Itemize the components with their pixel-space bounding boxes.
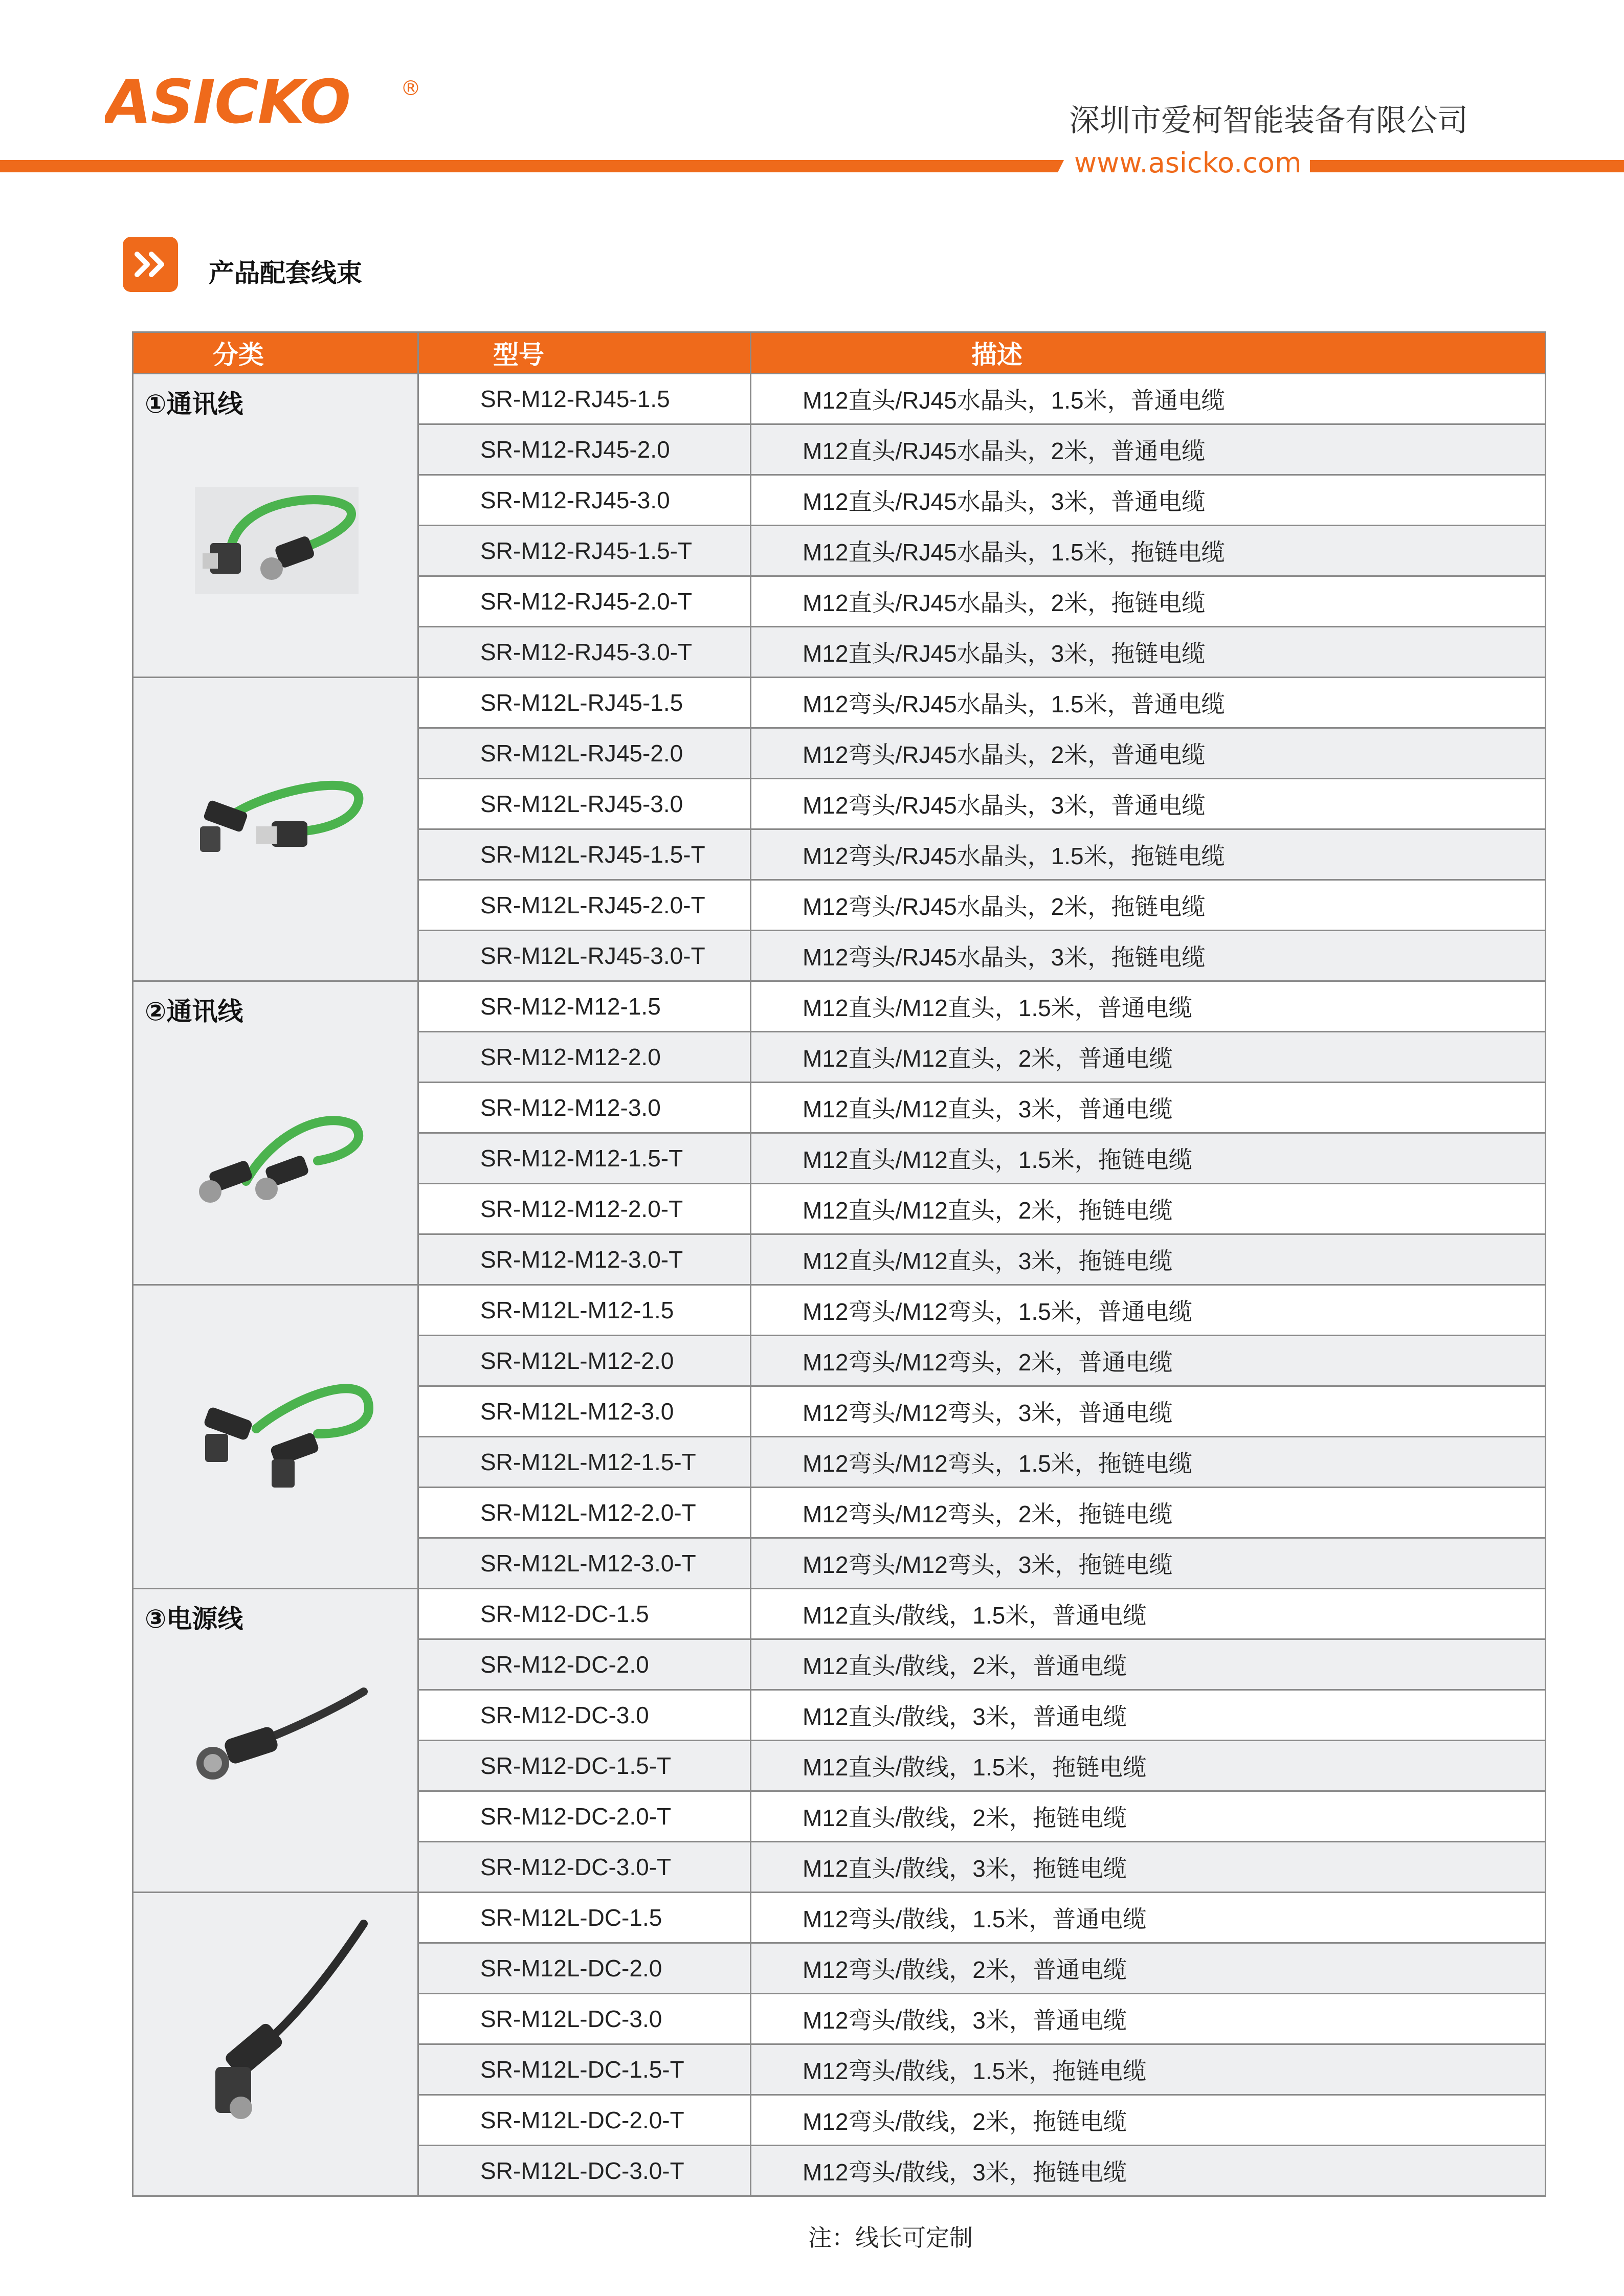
table-row (133, 1285, 1546, 1336)
model-cell: SR-M12L-DC-1.5 (418, 1893, 751, 1943)
asicko-logo (105, 65, 427, 139)
description-cell: M12弯头/RJ45水晶头，2米，拖链电缆 (751, 880, 1546, 931)
description-cell: M12直头/散线，2米，普通电缆 (751, 1639, 1546, 1690)
model-cell: SR-M12L-M12-3.0-T (418, 1538, 751, 1589)
description-cell: M12弯头/散线，2米，拖链电缆 (751, 2095, 1546, 2146)
model-cell: SR-M12-M12-3.0 (418, 1083, 751, 1133)
description-cell: M12弯头/RJ45水晶头，3米，普通电缆 (751, 779, 1546, 829)
model-cell: SR-M12-M12-1.5-T (418, 1133, 751, 1184)
table-row (133, 981, 1546, 1032)
description-cell: M12弯头/散线，3米，拖链电缆 (751, 2146, 1546, 2196)
model-cell: SR-M12-DC-1.5 (418, 1589, 751, 1639)
description-cell: M12弯头/散线，2米，普通电缆 (751, 1943, 1546, 1994)
model-cell: SR-M12-M12-3.0-T (418, 1234, 751, 1285)
category-cell (133, 374, 418, 678)
model-cell: SR-M12L-M12-1.5-T (418, 1437, 751, 1488)
description-cell: M12弯头/RJ45水晶头，1.5米，拖链电缆 (751, 829, 1546, 880)
table-row (133, 678, 1546, 728)
asicko-logo-graphic (105, 65, 427, 137)
description-cell: M12弯头/RJ45水晶头，2米，普通电缆 (751, 728, 1546, 779)
description-cell: M12直头/RJ45水晶头，2米，普通电缆 (751, 424, 1546, 475)
registered-mark: ® (401, 77, 421, 100)
model-cell: SR-M12L-DC-2.0-T (418, 2095, 751, 2146)
category-cell (133, 1893, 418, 2196)
description-cell: M12弯头/散线，3米，普通电缆 (751, 1994, 1546, 2044)
model-cell: SR-M12-RJ45-1.5 (418, 374, 751, 424)
footnote: 注：线长可定制 (808, 2224, 973, 2252)
model-cell: SR-M12-M12-1.5 (418, 981, 751, 1032)
description-cell: M12直头/散线，3米，普通电缆 (751, 1690, 1546, 1741)
section-title: 产品配套线束 (209, 258, 362, 288)
description-cell: M12直头/M12直头，3米，普通电缆 (751, 1083, 1546, 1133)
description-cell: M12直头/散线，2米，拖链电缆 (751, 1791, 1546, 1842)
description-cell: M12直头/散线，1.5米，拖链电缆 (751, 1741, 1546, 1791)
description-cell: M12弯头/RJ45水晶头，1.5米，普通电缆 (751, 678, 1546, 728)
model-cell: SR-M12-DC-3.0 (418, 1690, 751, 1741)
table-header-row (133, 332, 1546, 374)
model-cell: SR-M12L-DC-1.5-T (418, 2044, 751, 2095)
model-cell: SR-M12L-RJ45-2.0 (418, 728, 751, 779)
description-cell: M12直头/M12直头，1.5米，拖链电缆 (751, 1133, 1546, 1184)
model-cell: SR-M12L-DC-3.0 (418, 1994, 751, 2044)
description-cell: M12直头/RJ45水晶头，3米，普通电缆 (751, 475, 1546, 526)
brand-wordmark: ASICKO (105, 66, 350, 137)
description-cell: M12弯头/M12弯头，2米，普通电缆 (751, 1336, 1546, 1386)
model-cell: SR-M12-DC-2.0-T (418, 1791, 751, 1842)
model-cell: SR-M12L-M12-2.0-T (418, 1488, 751, 1538)
model-cell: SR-M12L-RJ45-1.5 (418, 678, 751, 728)
description-cell: M12弯头/M12弯头，1.5米，普通电缆 (751, 1285, 1546, 1336)
model-cell: SR-M12-RJ45-2.0-T (418, 576, 751, 627)
model-cell: SR-M12-RJ45-3.0-T (418, 627, 751, 678)
category-cell (133, 981, 418, 1285)
model-cell: SR-M12L-DC-3.0-T (418, 2146, 751, 2196)
description-cell: M12弯头/M12弯头，2米，拖链电缆 (751, 1488, 1546, 1538)
description-cell: M12弯头/M12弯头，3米，普通电缆 (751, 1386, 1546, 1437)
description-cell: M12直头/M12直头，1.5米，普通电缆 (751, 981, 1546, 1032)
description-cell: M12弯头/RJ45水晶头，3米，拖链电缆 (751, 931, 1546, 981)
category-cell (133, 678, 418, 981)
description-cell: M12直头/M12直头，3米，拖链电缆 (751, 1234, 1546, 1285)
description-cell: M12直头/RJ45水晶头，1.5米，拖链电缆 (751, 526, 1546, 576)
model-cell: SR-M12L-RJ45-1.5-T (418, 829, 751, 880)
model-cell: SR-M12-RJ45-2.0 (418, 424, 751, 475)
description-cell: M12直头/M12直头，2米，拖链电缆 (751, 1184, 1546, 1234)
category-cell (133, 1589, 418, 1893)
website-link[interactable]: www.asicko.com (1066, 147, 1310, 179)
description-cell: M12直头/RJ45水晶头，2米，拖链电缆 (751, 576, 1546, 627)
description-cell: M12直头/散线，3米，拖链电缆 (751, 1842, 1546, 1893)
header-accent-band (0, 160, 1624, 172)
table-row (133, 1589, 1546, 1639)
product-cable-table (132, 331, 1546, 2197)
model-cell: SR-M12-RJ45-1.5-T (418, 526, 751, 576)
description-cell: M12直头/RJ45水晶头，3米，拖链电缆 (751, 627, 1546, 678)
header-model: 型号 (418, 332, 751, 374)
model-cell: SR-M12L-RJ45-3.0 (418, 779, 751, 829)
table-row (133, 374, 1546, 424)
company-name: 深圳市爱柯智能装备有限公司 (1069, 103, 1468, 139)
double-chevron-right-icon (123, 237, 178, 292)
model-cell: SR-M12-M12-2.0 (418, 1032, 751, 1083)
description-cell: M12直头/RJ45水晶头，1.5米，普通电缆 (751, 374, 1546, 424)
category-cell (133, 1285, 418, 1589)
description-cell: M12弯头/散线，1.5米，普通电缆 (751, 1893, 1546, 1943)
header-description: 描述 (751, 332, 1546, 374)
model-cell: SR-M12L-M12-2.0 (418, 1336, 751, 1386)
model-cell: SR-M12L-M12-3.0 (418, 1386, 751, 1437)
model-cell: SR-M12L-RJ45-3.0-T (418, 931, 751, 981)
model-cell: SR-M12-DC-3.0-T (418, 1842, 751, 1893)
description-cell: M12直头/散线，1.5米，普通电缆 (751, 1589, 1546, 1639)
description-cell: M12弯头/M12弯头，3米，拖链电缆 (751, 1538, 1546, 1589)
table-row (133, 1893, 1546, 1943)
model-cell: SR-M12-DC-2.0 (418, 1639, 751, 1690)
model-cell: SR-M12-DC-1.5-T (418, 1741, 751, 1791)
model-cell: SR-M12L-M12-1.5 (418, 1285, 751, 1336)
category-label: ③电源线 (145, 1604, 243, 1634)
category-label: ①通讯线 (145, 389, 243, 419)
model-cell: SR-M12L-RJ45-2.0-T (418, 880, 751, 931)
category-label: ②通讯线 (145, 997, 243, 1026)
model-cell: SR-M12L-DC-2.0 (418, 1943, 751, 1994)
model-cell: SR-M12-M12-2.0-T (418, 1184, 751, 1234)
description-cell: M12直头/M12直头，2米，普通电缆 (751, 1032, 1546, 1083)
header-category: 分类 (133, 332, 418, 374)
description-cell: M12弯头/散线，1.5米，拖链电缆 (751, 2044, 1546, 2095)
model-cell: SR-M12-RJ45-3.0 (418, 475, 751, 526)
description-cell: M12弯头/M12弯头，1.5米，拖链电缆 (751, 1437, 1546, 1488)
